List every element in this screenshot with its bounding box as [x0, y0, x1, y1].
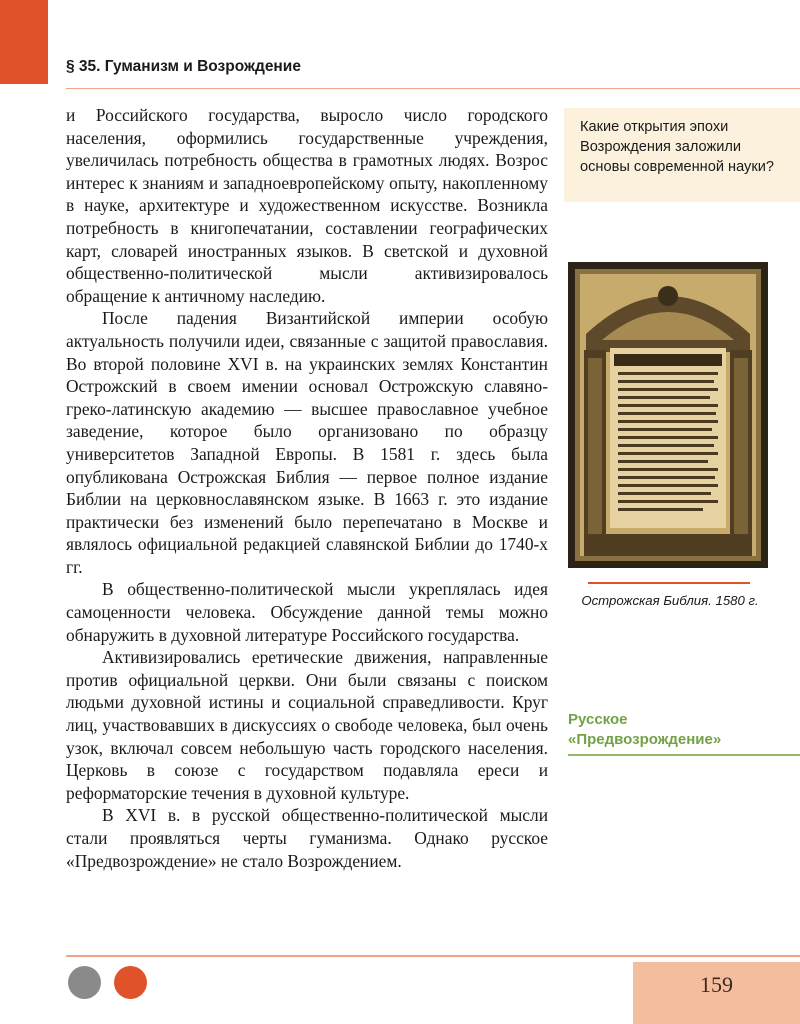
ostrog-bible-title-page-illustration	[568, 262, 768, 568]
header-divider	[66, 88, 800, 89]
side-heading-line: «Предвозрождение»	[568, 731, 722, 748]
decorative-orange-dot	[114, 966, 147, 999]
decorative-gray-dot	[68, 966, 101, 999]
side-heading-divider	[568, 754, 800, 756]
paragraph: В XVI в. в русской общественно-политической мысли стали проявляться черты гуманизма. Однако русское «Предвозрождение» не стало Возрождением.	[66, 805, 548, 871]
caption-divider	[588, 582, 750, 584]
side-heading	[568, 710, 800, 750]
paragraph: и Российского государства, выросло число городского населения, оформились государственные учреждения, увеличилась потребность общества в грамотных людях. Возрос интерес к знаниям и западноевропейскому опыту, накопленному в науке, архитектуре и художественном искусстве. Возникла потребность в книгопечатании, составлении географических карт, словарей иностранных языков. В светской и духовной общественно-политической мысли активизировалось обращение к античному наследию.	[66, 105, 548, 306]
paragraph: После падения Византийской империи особую актуальность получили идеи, связанные с защитой православия. Во второй половине XVI в. на украинских землях Константин Острожский в своем имении основал Острожскую славяно-греко-латинскую академию — высшее православное учебное заведение, которое было организовано по образцу университетов Западной Европы. В 1581 г. здесь была опубликована Острожская Библия — первое полное издание Библии на церковнославянском языке. В 1663 г. это издание практически без изменений было перепечатано в Москве и являлось официальной редакцией славянской Библии до 1740-х гг.	[66, 308, 548, 577]
corner-tab	[0, 0, 48, 84]
image-caption: Острожская Библия. 1580 г.	[581, 593, 759, 608]
section-title: § 35. Гуманизм и Возрождение	[66, 58, 301, 75]
footer-divider	[66, 955, 800, 957]
question-box: Какие открытия эпохи Возрождения заложили основы современной науки?	[564, 108, 800, 202]
paragraph: Активизировались еретические движения, направленные против официальной церкви. Они были связаны с поиском людьми духовной истины и социальной справедливости. Круг лиц, участвовавших в дискуссиях о свободе человека, был очень узок, включал совсем небольшую часть городского населения. Церковь в союзе с государством подавляла ереси и реформаторские течения в духовной культуре.	[66, 647, 548, 803]
page-number: 159	[633, 962, 800, 1024]
paragraph: В общественно-политической мысли укреплялась идея самоценности человека. Обсуждение данной темы можно обнаружить в духовной литературе Российского государства.	[66, 579, 548, 645]
side-heading-line: Русское	[568, 711, 628, 728]
main-text	[66, 104, 548, 872]
